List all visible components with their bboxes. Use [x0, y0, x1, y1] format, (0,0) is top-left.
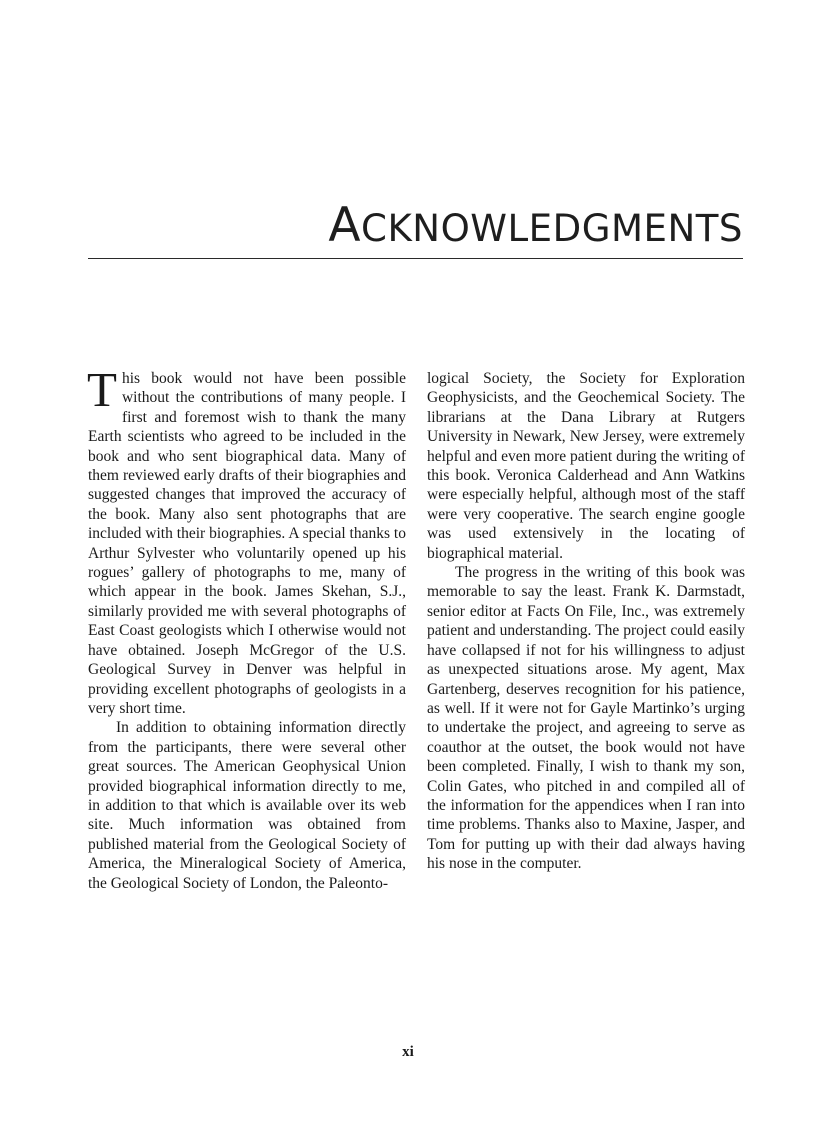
drop-cap: T: [87, 362, 117, 417]
paragraph-sources-part-2: logical Society, the Society for Exploration Geophysicists, and the Geochemical Society. The librarians at the Dana Library at Rutgers University in Newark, New Jersey, were extremely helpful and even more patient during the writing of this book. Veronica Calderhead and Ann Watkins were especially helpful, although most of the staff were very cooperative. The search engine google was used extensively in the locating of biographical material.: [427, 370, 745, 562]
paragraph-opening-text: his book would not have been possible without the contributions of many people. I first and foremost wish to thank the many Earth scientists who agreed to be included in the book and who sent biographical data. Many of them reviewed early drafts of their biographies and suggested changes that improved the accuracy of the book. Many also sent photographs that are included with their biographies. A special thanks to Arthur Sylvester who voluntarily opened up his rogues’ gallery of photographs to me, many of which appear in the book. James Skehan, S.J., similarly provided me with several photographs of East Coast geologists which I otherwise would not have obtained. Joseph McGregor of the U.S. Geological Survey in Denver was helpful in providing excellent photographs of geologists in a very short time.: [88, 370, 406, 717]
paragraph-progress: The progress in the writing of this book was memorable to say the least. Frank K. Darmstadt, senior editor at Facts On File, Inc., was extremely patient and understanding. The project could easily have collapsed if not for his willingness to adjust as unexpected situations arose. My agent, Max Gartenberg, deserves recognition for his patience, as well. If it were not for Gayle Martinko’s urging to undertake the project, and agreeing to serve as coauthor at the outset, the book would not have been completed. Finally, I wish to thank my son, Colin Gates, who pitched in and compiled all of the information for the appendices when I ran into time problems. Thanks also to Maxine, Jasper, and Tom for putting up with their dad always having his nose in the computer.: [427, 564, 745, 873]
page-number: xi: [402, 1044, 414, 1060]
left-column: [87, 362, 406, 893]
paragraph-opening: [87, 362, 406, 718]
title-rule: [88, 258, 743, 259]
page-title-rest: CKNOWLEDGMENTS: [361, 207, 743, 250]
paragraph-sources-part-1: In addition to obtaining information directly from the participants, there were several other great sources. The American Geophysical Union provided biographical information directly to me, in addition to that which is available over its web site. Much information was obtained from published material from the Geological Society of America, the Mineralogical Society of America, the Geological Society of London, the Paleonto-: [88, 719, 406, 892]
page-title-initial: A: [328, 198, 362, 253]
page-title: [88, 196, 743, 256]
right-column: [427, 369, 745, 874]
